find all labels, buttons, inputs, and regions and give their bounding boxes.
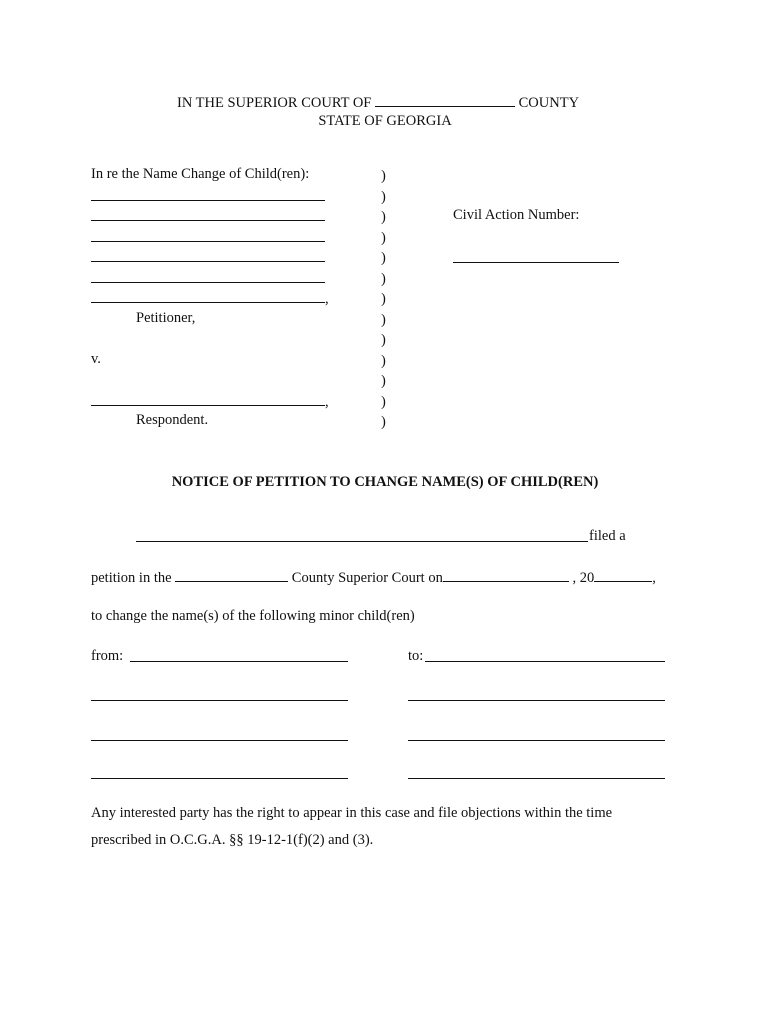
child-name-line-5[interactable] bbox=[91, 282, 325, 283]
year-blank[interactable] bbox=[594, 569, 652, 582]
from-name-line-4[interactable] bbox=[91, 778, 348, 779]
respondent-name-line[interactable] bbox=[91, 405, 325, 406]
paren-1: ) bbox=[381, 168, 386, 184]
paren-13: ) bbox=[381, 414, 386, 430]
notice-title: NOTICE OF PETITION TO CHANGE NAME(S) OF CHILD(REN) bbox=[171, 474, 599, 490]
child-name-line-4[interactable] bbox=[91, 261, 325, 262]
paren-11: ) bbox=[381, 373, 386, 389]
caption-divider-column bbox=[381, 166, 391, 433]
to-change-text: to change the name(s) of the following minor child(ren) bbox=[91, 608, 415, 624]
paren-6: ) bbox=[381, 270, 386, 287]
civil-action-label: Civil Action Number: bbox=[453, 207, 580, 223]
child-name-line-3[interactable] bbox=[91, 241, 325, 242]
petitioner-name-line[interactable] bbox=[136, 541, 588, 542]
child-name-line-6[interactable] bbox=[91, 302, 325, 303]
county-blank[interactable] bbox=[175, 569, 288, 582]
petition-in-the-text: petition in the bbox=[91, 570, 172, 586]
to-name-line-2[interactable] bbox=[408, 700, 665, 701]
civil-action-number-line[interactable] bbox=[453, 262, 619, 263]
paren-3: ) bbox=[381, 209, 386, 225]
paren-2: ) bbox=[381, 188, 386, 205]
from-name-line-1[interactable] bbox=[130, 661, 348, 662]
paren-10: ) bbox=[381, 352, 386, 369]
to-label: to: bbox=[408, 648, 424, 664]
year-suffix-text: , bbox=[652, 570, 656, 586]
court-line-suffix: COUNTY bbox=[518, 95, 580, 111]
petitioner-label: Petitioner, bbox=[136, 310, 196, 326]
paren-9: ) bbox=[381, 332, 386, 348]
filed-suffix: filed a bbox=[589, 528, 626, 544]
paren-7: ) bbox=[381, 291, 386, 307]
paren-5: ) bbox=[381, 250, 386, 266]
from-name-line-3[interactable] bbox=[91, 740, 348, 741]
year-prefix-text: , 20 bbox=[572, 570, 595, 586]
state-line: STATE OF GEORGIA bbox=[318, 113, 452, 129]
petitioner-comma: , bbox=[325, 291, 329, 307]
child-name-line-2[interactable] bbox=[91, 220, 325, 221]
paren-8: ) bbox=[381, 311, 386, 328]
court-header-line bbox=[177, 94, 579, 111]
county-superior-court-text: County Superior Court on bbox=[291, 570, 443, 586]
child-name-line-1[interactable] bbox=[91, 200, 325, 201]
paren-4: ) bbox=[381, 229, 386, 246]
date-blank[interactable] bbox=[443, 569, 569, 582]
to-name-line-4[interactable] bbox=[408, 778, 665, 779]
county-name-blank[interactable] bbox=[375, 94, 515, 107]
to-name-line-1[interactable] bbox=[425, 661, 665, 662]
closing-line-1: Any interested party has the right to appear in this case and file objections within the time bbox=[91, 805, 613, 821]
from-name-line-2[interactable] bbox=[91, 700, 348, 701]
petition-date-line bbox=[91, 569, 656, 586]
to-name-line-3[interactable] bbox=[408, 740, 665, 741]
versus-label: v. bbox=[91, 351, 101, 367]
closing-line-2: prescribed in O.C.G.A. §§ 19-12-1(f)(2) and (3). bbox=[91, 832, 374, 848]
respondent-label: Respondent. bbox=[136, 412, 209, 428]
respondent-comma: , bbox=[325, 394, 329, 410]
from-label: from: bbox=[91, 648, 124, 664]
court-line-prefix: IN THE SUPERIOR COURT OF bbox=[177, 95, 372, 111]
paren-12: ) bbox=[381, 393, 386, 410]
in-re-label: In re the Name Change of Child(ren): bbox=[91, 166, 310, 182]
